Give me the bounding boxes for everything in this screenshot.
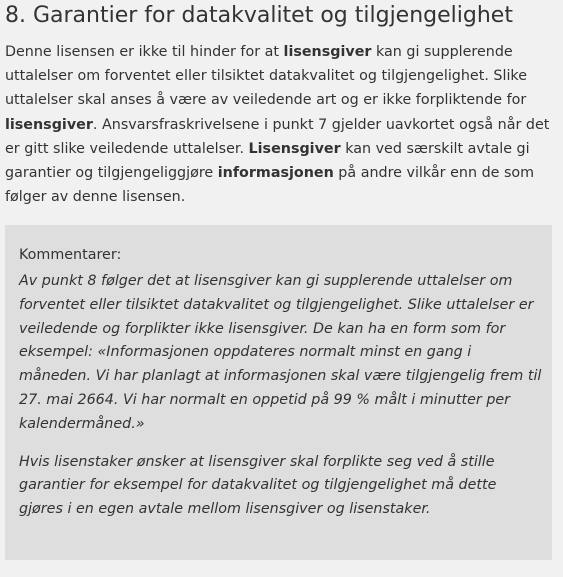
term-lisensgiver: lisensgiver — [5, 116, 93, 133]
comment-paragraph-2: Hvis lisenstaker ønsker at lisensgiver skal forplikte seg ved å stille garantier for eksempel for datakvalitet og tilgjengelighet må dette gjøres i en egen avtale mellom lisensgiver og lisenstaker. — [19, 453, 497, 518]
body-text-segment: kan ved særskilt avtale gi garantier og tilgjengeliggjøre — [5, 140, 530, 182]
body-text-segment: kan gi supplerende uttalelser om forventet eller tilsiktet datakvalitet og tilgjengelighet. Slike uttalelser skal anses å være av veiledende art og er ikke forpliktende for — [5, 44, 527, 109]
term-lisensgiver: lisensgiver — [283, 44, 372, 60]
body-text-segment: Denne lisensen er ikke til hinder for at — [5, 44, 284, 60]
comment-box — [5, 225, 552, 560]
comment-heading: Kommentarer: — [19, 247, 122, 263]
body-text-segment: . Ansvarsfraskrivelsene i punkt 7 gjelder uavkortet også når det er gitt slike veiledende uttalelser. — [5, 116, 550, 157]
section-body — [5, 40, 558, 209]
body-text-segment: på andre vilkår enn de som følger av denne lisensen. — [5, 165, 535, 206]
term-lisensgiver-capitalized: Lisensgiver — [248, 140, 341, 157]
section-title: 8. Garantier for datakvalitet og tilgjengelighet — [5, 3, 513, 28]
comment-paragraph-1: Av punkt 8 følger det at lisensgiver kan gi supplerende uttalelser om forventet eller tilsiktet datakvalitet og tilgjengelighet. Slike uttalelser er veiledende og forplikter ikke lisensgiver. De kan ha en form som for eksempel: «Informasjonen oppdateres normalt minst en gang i måneden. Vi har planlagt at informasjonen skal være tilgjengelig frem til 27. mai 2664. Vi har normalt en oppetid på 99 % målt i minutter per kalendermåned.» — [19, 273, 542, 432]
term-informasjonen: informasjonen — [217, 165, 334, 182]
